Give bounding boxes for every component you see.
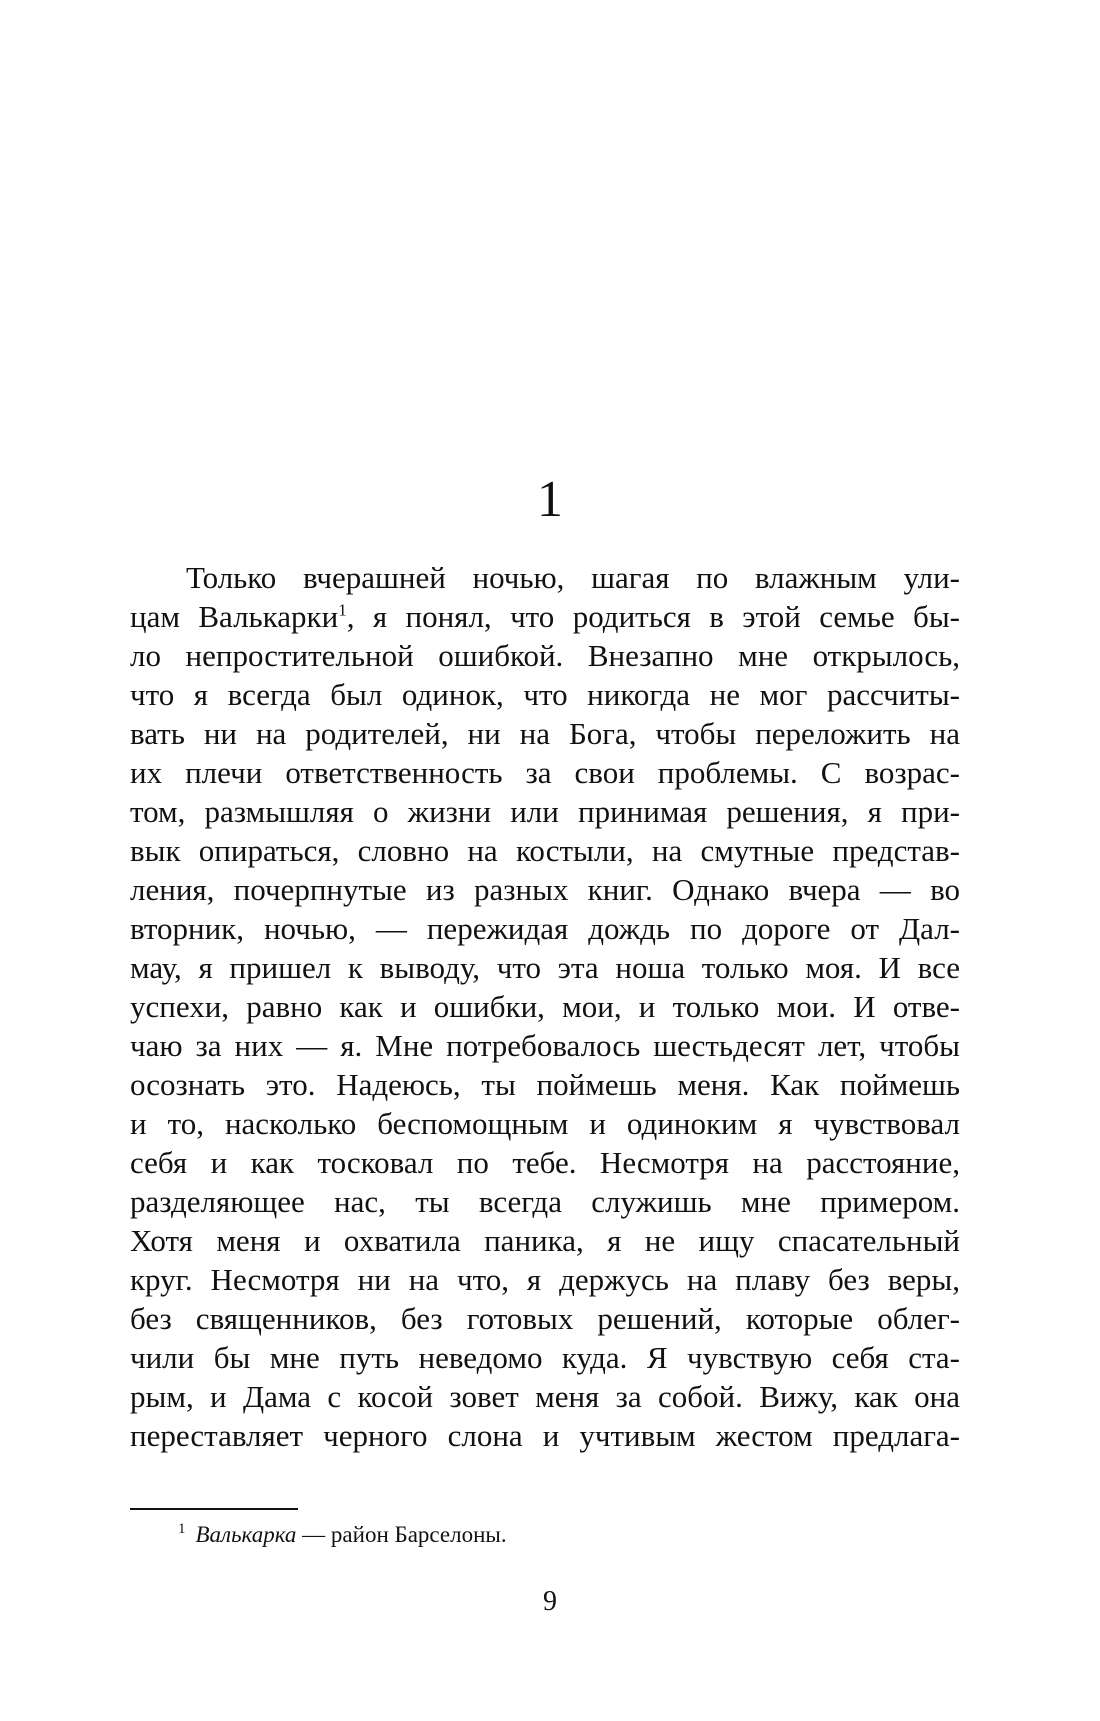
body-text — [130, 558, 960, 1455]
text-line: чили бы мне путь неведомо куда. Я чувствую себя ста- — [130, 1340, 960, 1375]
text-line: рым, и Дама с косой зовет меня за собой. Вижу, как она — [130, 1379, 960, 1414]
text-line: что я всегда был одинок, что никогда не мог рассчиты- — [130, 677, 960, 712]
footnote — [178, 1520, 958, 1550]
text-line: Хотя меня и охватила паника, я не ищу спасательный — [130, 1223, 960, 1258]
text-line: осознать это. Надеюсь, ты поймешь меня. Как поймешь — [130, 1067, 960, 1102]
text-line: ления, почерпнутые из разных книг. Однако вчера — во — [130, 872, 960, 907]
text-line: вык опираться, словно на костыли, на смутные представ- — [130, 833, 960, 868]
text-line: том, размышляя о жизни или принимая решения, я при- — [130, 794, 960, 829]
text-line: успехи, равно как и ошибки, мои, и только мои. И отве- — [130, 989, 960, 1024]
text-line: разделяющее нас, ты всегда служишь мне примером. — [130, 1184, 960, 1219]
text-line: ло непростительной ошибкой. Внезапно мне открылось, — [130, 638, 960, 673]
footnote-divider — [130, 1508, 298, 1510]
text-line: их плечи ответственность за свои проблемы. С возрас- — [130, 755, 960, 790]
footnote-text: — район Барселоны. — [296, 1522, 507, 1547]
text-line: переставляет черного слона и учтивым жестом предлага- — [130, 1418, 960, 1453]
text-line — [130, 597, 960, 636]
footnote-mark: 1 — [178, 1521, 186, 1538]
footnote-term: Валькарка — [195, 1522, 297, 1547]
text-fragment: , я понял, что родиться в этой семье бы- — [346, 599, 960, 634]
text-line: вать ни на родителей, ни на Бога, чтобы переложить на — [130, 716, 960, 751]
text-line: мау, я пришел к выводу, что эта ноша только моя. И все — [130, 950, 960, 985]
text-line: вторник, ночью, — пережидая дождь по дороге от Дал- — [130, 911, 960, 946]
text-line: и то, насколько беспомощным и одиноким я чувствовал — [130, 1106, 960, 1141]
footnote-reference[interactable]: 1 — [338, 600, 347, 620]
chapter-number: 1 — [537, 471, 563, 528]
text-line: Только вчерашней ночью, шагая по влажным ули- — [186, 560, 960, 595]
text-fragment: цам Валькарки — [130, 599, 339, 634]
text-line: без священников, без готовых решений, которые облег- — [130, 1301, 960, 1336]
text-line: себя и как тосковал по тебе. Несмотря на расстояние, — [130, 1145, 960, 1180]
text-line: круг. Несмотря ни на что, я держусь на плаву без веры, — [130, 1262, 960, 1297]
text-line: чаю за них — я. Мне потребовалось шестьдесят лет, чтобы — [130, 1028, 960, 1063]
page-number: 9 — [543, 1586, 557, 1617]
